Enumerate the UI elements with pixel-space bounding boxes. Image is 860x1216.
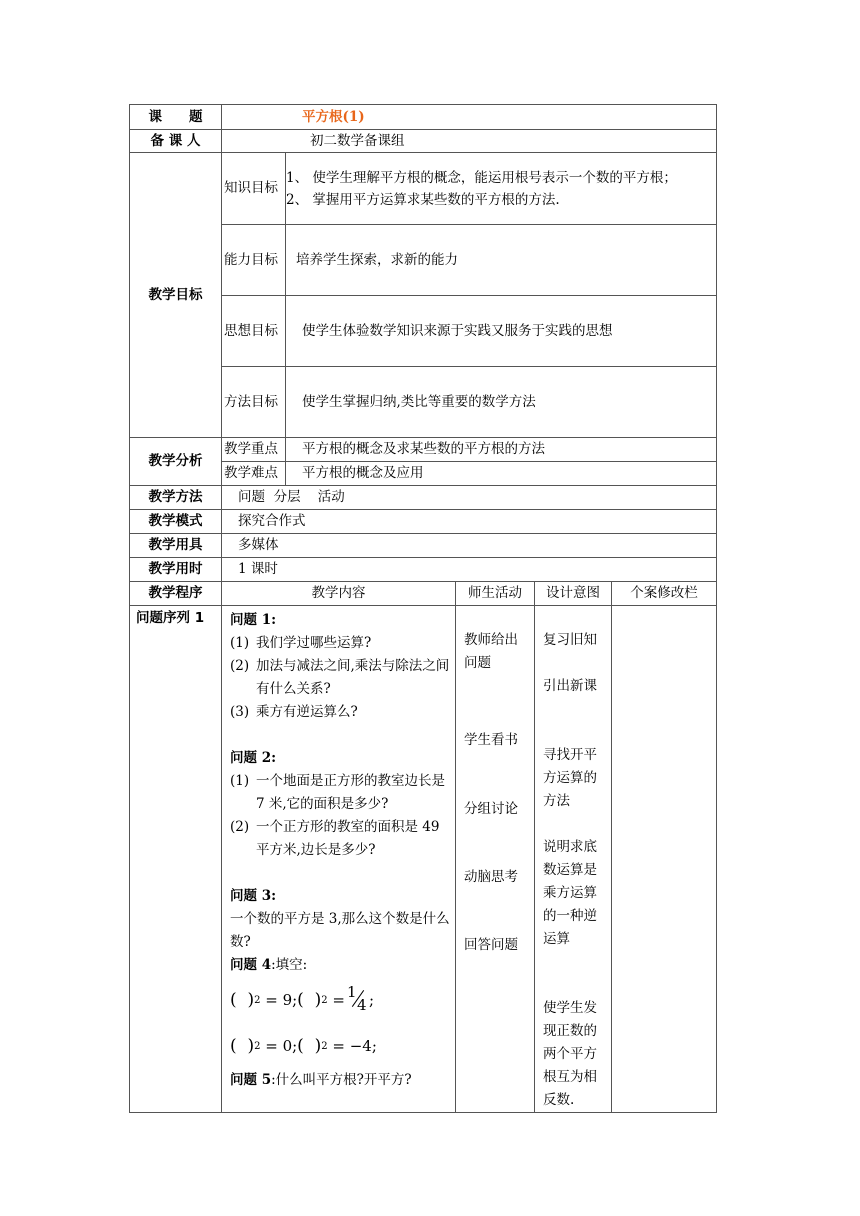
mode-value: 探究合作式: [222, 510, 717, 534]
analysis-row-label: 教学重点: [222, 438, 286, 462]
activity-item: 回答问题: [464, 937, 518, 953]
question-3-title: 问题 3:: [230, 888, 277, 904]
lesson-title: 平方根(1): [302, 108, 365, 125]
fraction-one-quarter: 1 4: [346, 983, 367, 1014]
objective-value: 培养学生探索，求新的能力: [286, 225, 717, 296]
tools-label: 教学用具: [130, 534, 222, 558]
objective-value: 使学生掌握归纳,类比等重要的数学方法: [286, 367, 717, 438]
objectives-label: 教学目标: [130, 153, 222, 438]
list-item: (3) 乘方有逆运算么?: [230, 704, 358, 720]
activity-item: 分组讨论: [464, 801, 518, 817]
teaching-content: [222, 606, 456, 1113]
question-1-title: 问题 1:: [230, 612, 277, 628]
lesson-plan-table: [129, 104, 717, 1113]
teacher-student-activity: [456, 606, 535, 1113]
activity-item: 教师给出问题: [464, 632, 518, 671]
objective-label: 思想目标: [222, 296, 286, 367]
equation-1: ( ) 2 = 9; ( ) 2 = 1 4 ;: [230, 983, 375, 1014]
duration-label: 教学用时: [130, 558, 222, 582]
objective-label: 知识目标: [222, 153, 286, 225]
objective-line: 2、 掌握用平方运算求某些数的平方根的方法.: [286, 191, 560, 208]
analysis-row-label: 教学难点: [222, 462, 286, 486]
list-item: (1) 我们学过哪些运算?: [230, 635, 372, 651]
intent-item: 使学生发现正数的两个平方根互为相反数.: [543, 1000, 597, 1108]
duration-value: 1 课时: [222, 558, 717, 582]
column-header-activity: 师生活动: [456, 582, 535, 606]
preparer-value: 初二数学备课组: [222, 130, 717, 153]
intent-item: 引出新课: [543, 678, 597, 694]
design-intent: [535, 606, 612, 1113]
equation-2: ( ) 2 = 0; ( ) 2 = −4;: [230, 1035, 377, 1056]
intent-item: 说明求底数运算是乘方运算的一种逆运算: [543, 839, 597, 947]
preparer-label: 备 课 人: [130, 130, 222, 153]
analysis-row-value: 平方根的概念及求某些数的平方根的方法: [286, 438, 717, 462]
objective-label: 方法目标: [222, 367, 286, 438]
analysis-row-value: 平方根的概念及应用: [286, 462, 717, 486]
column-header-content: 教学内容: [222, 582, 456, 606]
topic-value: [222, 105, 717, 130]
activity-item: 动脑思考: [464, 869, 518, 885]
objective-value: 使学生体验数学知识来源于实践又服务于实践的思想: [286, 296, 717, 367]
method-label: 教学方法: [130, 486, 222, 510]
intent-item: 复习旧知: [543, 632, 597, 648]
mode-label: 教学模式: [130, 510, 222, 534]
program-label: 教学程序: [130, 582, 222, 606]
list-item: (1) 一个地面是正方形的教室边长是 7 米,它的面积是多少?: [230, 773, 445, 812]
objective-value: [286, 153, 717, 225]
question-5: 问题 5:什么叫平方根?开平方?: [230, 1072, 412, 1088]
column-header-revision: 个案修改栏: [612, 582, 717, 606]
question-4: 问题 4:填空:: [230, 957, 308, 973]
objective-line: 1、 使学生理解平方根的概念，能运用根号表示一个数的平方根；: [286, 169, 677, 186]
method-value: 问题 分层 活动: [222, 486, 717, 510]
tools-value: 多媒体: [222, 534, 717, 558]
topic-label: 课 题: [130, 105, 222, 130]
analysis-label: 教学分析: [130, 438, 222, 486]
sequence-label: 问题序列 1: [130, 606, 222, 1113]
revision-column[interactable]: [612, 606, 717, 1113]
list-item: (2) 加法与减法之间,乘法与除法之间有什么关系?: [230, 658, 450, 697]
list-item: (2) 一个正方形的教室的面积是 49 平方米,边长是多少?: [230, 819, 440, 858]
question-2-title: 问题 2:: [230, 750, 277, 766]
question-3-text: 一个数的平方是 3,那么这个数是什么数?: [230, 911, 450, 950]
activity-item: 学生看书: [464, 732, 518, 748]
column-header-intent: 设计意图: [535, 582, 612, 606]
intent-item: 寻找开平方运算的方法: [543, 747, 597, 809]
objective-label: 能力目标: [222, 225, 286, 296]
